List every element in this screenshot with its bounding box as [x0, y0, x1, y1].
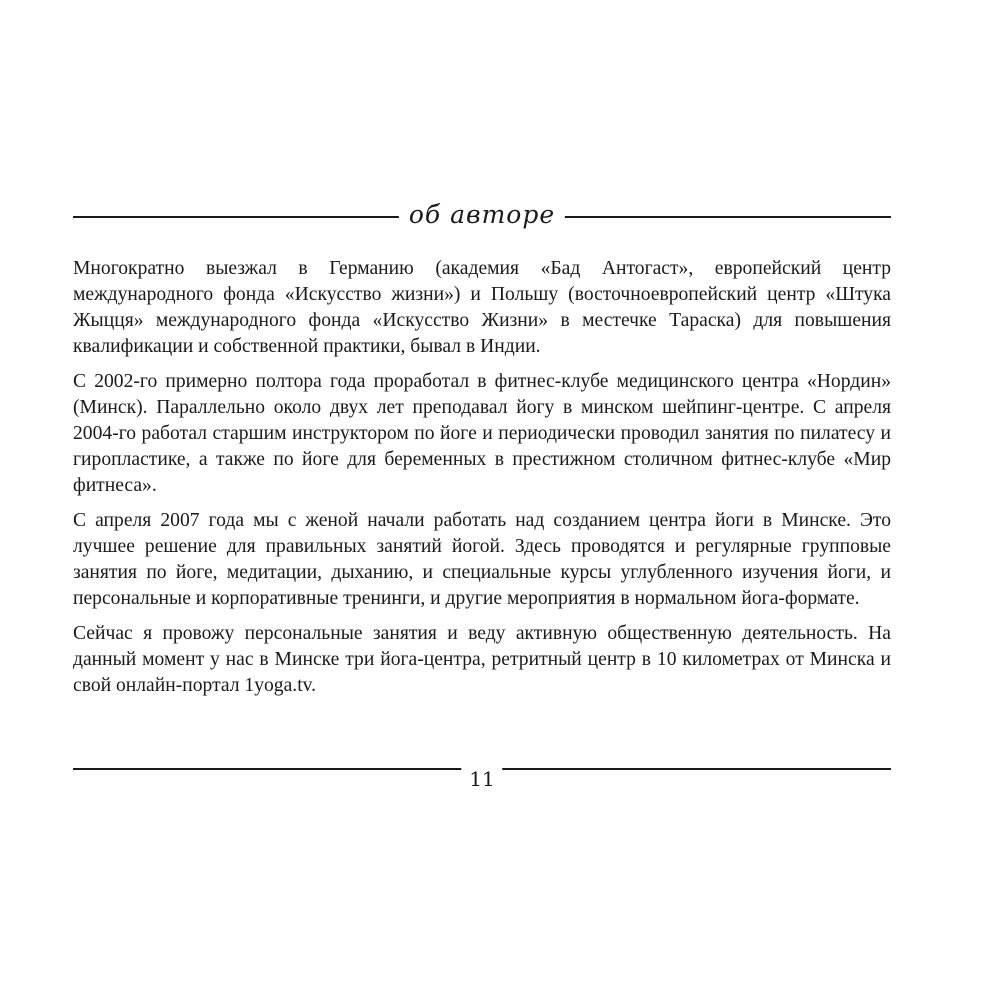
paragraph-3: С апреля 2007 года мы с женой начали работать над созданием центра йоги в Минске. Это лучшее решение для правильных занятий йогой. Здесь проводятся и регулярные групповые занятия по йоге, медитации, дыханию, и специальные курсы углубленного изучения йоги, и персональные и корпоративные тренинги, и другие мероприятия в нормальном йога-формате.	[73, 510, 891, 609]
paragraph-2: С 2002-го примерно полтора года проработал в фитнес-клубе медицинского центра «Нордин» (Минск). Параллельно около двух лет преподавал йогу в минском шейпинг-центре. С апреля 2004-го работал старшим инструктором по йоге и периодически проводил занятия по пилатесу и гиропластике, а также по йоге для беременных в престижном столичном фитнес-клубе «Мир фитнеса».	[73, 371, 891, 496]
section-title: об авторе	[399, 200, 565, 230]
page-body	[73, 256, 891, 699]
page-footer	[73, 762, 891, 796]
paragraph-4: Сейчас я провожу персональные занятия и веду активную общественную деятельность. На данный момент у нас в Минске три йога-центра, ретритный центр в 10 километрах от Минска и свой онлайн-портал 1yoga.tv.	[73, 623, 891, 696]
section-header	[73, 198, 891, 238]
paragraph-1: Многократно выезжал в Германию (академия «Бад Антогаст», европейский центр международного фонда «Искусство жизни») и Польшу (восточноевропейский центр «Штука Жыцця» международного фонда «Искусство Жизни» в местечке Тараска) для повышения квалификации и собственной практики, бывал в Индии.	[73, 258, 891, 357]
page-number: 11	[461, 762, 502, 796]
